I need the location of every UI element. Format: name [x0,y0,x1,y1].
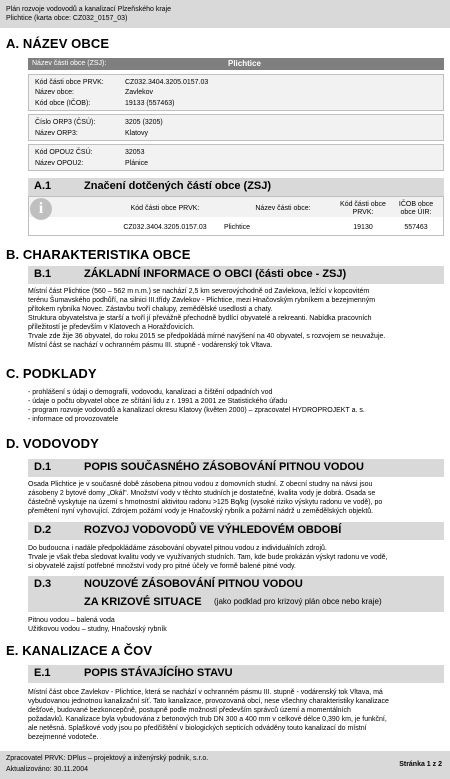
row-value: 32053 [125,149,145,156]
subsection-b1-bar [28,266,444,284]
text-line: si obyvatelé zajistí potřebné množství vody pro pitné účely ve formě balené pitné vody. [28,563,296,570]
subsection-title: POPIS STÁVAJÍCÍHO STAVU [84,667,233,679]
text-line: bezejmenné vodoteče. [28,734,99,741]
subsection-d3-bar [28,576,444,612]
section-b-heading: B. CHARAKTERISTIKA OBCE [6,247,191,262]
zsj-name-bar [28,58,444,70]
footer-author: Zpracovatel PRVK: DPlus – projektový a inženýrský podnik, s.r.o. [6,755,209,762]
text-line: vybudovanou jednotnou kanalizační síť. Tato kanalizace, provozovaná obcí, nese všechny charakteristiky kanalizace [28,698,389,705]
subsection-d1-bar [28,459,444,477]
section-c-list [28,388,440,424]
info-box-obec [28,74,444,111]
row-label: Název ORP3: [35,130,78,137]
subsection-title: POPIS SOUČASNÉHO ZÁSOBOVÁNÍ PITNOU VODOU [84,461,364,473]
footer-updated: Aktualizováno: 30.11.2004 [6,766,88,773]
document-footer [0,751,450,779]
cell-kod: CZ032.3404.3205.0157.03 [123,224,207,231]
row-value: Plánice [125,160,148,167]
text-line: částečně vyskytuje na území s hmotnostní aktivitou radonu >125 Bq/kg (vysoké riziko výskytu radonu ve vodě), po [28,499,383,506]
section-d2-text [28,544,440,571]
header-subtitle: Plichtice (karta obce: CZ032_0157_03) [6,15,128,22]
cell-kod-casti: 19130 [353,224,373,231]
row-label: Název obce: [35,89,74,96]
zsj-name-value: Plichtice [228,59,261,68]
text-line: Pitnou vodou – balená voda [28,617,115,624]
info-box-orp [28,114,444,141]
subsection-number: D.2 [34,524,52,536]
col-header-nazev: Název části obce: [255,205,311,212]
info-icon: i [30,198,52,220]
col-header-kod-casti: Kód části obce PRVK: [340,201,386,216]
subsection-number: E.1 [34,667,51,679]
row-label: Název OPOU2: [35,160,84,167]
row-value: CZ032.3404.3205.0157.03 [125,79,209,86]
text-line: Osada Plichtice je v současné době zásobena pitnou vodou z domovních studní. Z obecní studny na návsi jsou [28,481,373,488]
col-header-icob: IČOB obce obce ÚIR: [398,201,434,216]
zsj-table [28,196,444,236]
subsection-title: NOUZOVÉ ZÁSOBOVÁNÍ PITNOU VODOU [84,578,303,590]
text-line: příležitostí je především v Klatovech a Horažďovicích. [28,324,195,331]
list-item: - prohlášení s údaji o demografii, vodovodu, kanalizaci a čištění odpadních vod [28,389,273,396]
text-line: Místní část obce Zavlekov - Plichtice, která se nachází v ochranném pásmu III. stupně - vodárenský tok Vltava, má [28,689,383,696]
row-value: 3205 (3205) [125,119,163,126]
text-line: Trvale zde žije 36 obyvatel, do roku 2015 se předpokládá mírné navýšení na 40 obyvatel, s rozvojem se neuvažuje. [28,333,386,340]
section-b-text [28,287,440,350]
list-item: - údaje o počtu obyvatel obce ze sčítání lidu z r. 1991 a 2001 ze Statistického úřadu [28,398,288,405]
section-a-heading: A. NÁZEV OBCE [6,36,110,51]
subsection-title: Značení dotčených částí obce (ZSJ) [84,180,272,192]
info-box-opou [28,144,444,171]
row-value: Klatovy [125,130,148,137]
zsj-name-label: Název části obce (ZSJ): [32,60,107,67]
text-line: přemětení nyní vyhovující. Zdrojem požární vody je Hnačovský rybník a požární nádrž u zemědělských objektů. [28,508,374,515]
subsection-title-line2: ZA KRIZOVÉ SITUACE [84,596,202,608]
row-value: Zavlekov [125,89,154,96]
subsection-number: D.1 [34,461,52,473]
section-d-heading: D. VODOVODY [6,436,99,451]
row-value: 19133 (557463) [125,100,175,107]
subsection-number: B.1 [34,268,52,280]
cell-nazev: Plichtice [223,224,251,231]
subsection-title: ZÁKLADNÍ INFORMACE O OBCI (části obce - ZSJ) [84,268,347,280]
subsection-title: ROZVOJ VODOVODŮ VE VÝHLEDOVÉM OBDOBÍ [84,524,342,536]
subsection-number: D.3 [34,578,52,590]
footer-page-number: Stránka 1 z 2 [399,761,442,768]
list-item: - informace od provozovatele [28,416,119,423]
text-line: Užitkovou vodou – studny, Hnačovský rybník [28,626,167,633]
subsection-number: A.1 [34,180,52,192]
text-line: přítokem rybníka Novec. Zástavbu tvoří chalupy, zemědělské usedlosti a chaty. [28,306,273,313]
text-line: Místní část Plichtice (560 – 562 m n.m.) se nachází 2,5 km severovýchodně od Zavlekova, ležící v kopcovitém [28,288,370,295]
row-label: Kód OPOU2 ČSÚ: [35,149,93,156]
subsection-a1-bar [28,178,444,196]
section-e-heading: E. KANALIZACE A ČOV [6,643,153,658]
cell-icob: 557463 [404,224,428,231]
subsection-e1-bar [28,665,444,683]
row-label: Číslo ORP3 (ČSÚ): [35,119,96,126]
list-item: - program rozvoje vodovodů a kanalizací okresu Klatovy (květen 2000) – zpracovatel HYDROPROJEKT a. s. [28,407,365,414]
text-line: Trvale je však třeba sledovat kvalitu vody ve využívaných studních. Tam, kde bude prokázán výskyt radonu ve vodě, [28,554,388,561]
section-e1-text [28,688,440,742]
row-label: Kód části obce PRVK: [35,79,104,86]
document-header [0,0,450,28]
text-line: terénu Šumavského podhůří, na silnici III.třídy Zavlekov - Plichtice, mezi Hnačovským rybníkem a bezejmenným [28,297,376,304]
header-title: Plán rozvoje vodovodů a kanalizací Plzeňského kraje [6,6,171,13]
text-line: ale netěsná. Splaškové vody jsou po předčištění v biologických septicích odváděny touto kanalizací do místní [28,725,367,732]
subsection-note: (jako podklad pro krizový plán obce nebo kraje) [214,597,382,606]
section-d3-text [28,616,440,634]
section-d1-text [28,480,440,516]
text-line: požadavků. Kanalizace byla vybudována z betonových trub DN 300 a 400 mm v celkové délce 0,390 km, je funkční, [28,716,387,723]
text-line: dešťové, budované bezkoncepčně, postupně podle možností především správců území a momentálních [28,707,351,714]
section-c-heading: C. PODKLADY [6,366,97,381]
subsection-d2-bar [28,522,444,540]
text-line: Místní část se nachází v ochranném pásmu III. stupně - vodárenský tok Vltava. [28,342,273,349]
text-line: Struktura obyvatelstva je starší a tvoří jí převážně přechodně bydlící obyvatelé a rekreanti. Nabídka pracovních [28,315,372,322]
row-label: Kód obce (IČOB): [35,100,91,107]
text-line: Do budoucna i nadále předpokládáme zásobování obyvatel pitnou vodou z individuálních zdrojů. [28,545,327,552]
text-line: zásobeny 2 bytové domy „Okál". Množství vody v těchto studních je dostatečné, kvalita vody je dobrá. Osada se [28,490,376,497]
col-header-kod: Kód části obce PRVK: [130,205,200,212]
